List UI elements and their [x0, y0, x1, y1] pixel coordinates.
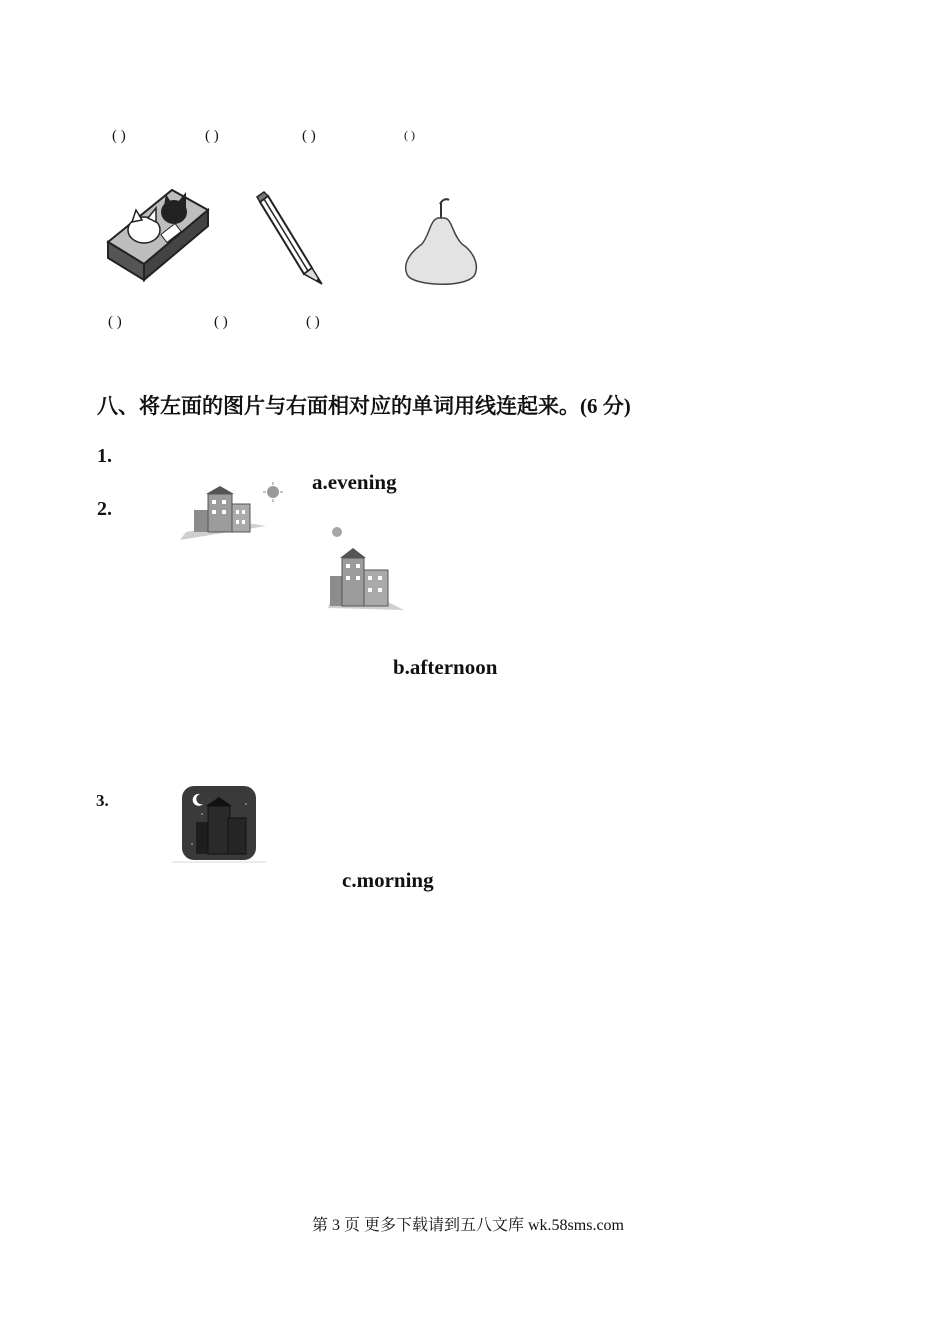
answer-blank-3[interactable]: ( )	[302, 128, 316, 144]
answer-blank-2[interactable]: ( )	[205, 128, 219, 144]
word-evening[interactable]: a.evening	[312, 470, 397, 494]
answer-blank-7[interactable]: ( )	[306, 314, 320, 330]
answer-blank-5[interactable]: ( )	[108, 314, 122, 330]
building-with-sun-icon	[326, 522, 408, 614]
pencil-box-icon	[104, 184, 212, 282]
pear-icon	[400, 196, 482, 288]
pencil-icon	[254, 192, 328, 288]
page-footer: 第 3 页 更多下载请到五八文库 wk.58sms.com	[312, 1217, 625, 1234]
section-heading: 八、将左面的图片与右面相对应的单词用线连起来。(6 分)	[97, 394, 631, 418]
answer-blank-6[interactable]: ( )	[214, 314, 228, 330]
word-morning[interactable]: c.morning	[342, 868, 434, 892]
building-at-night-icon	[172, 784, 268, 864]
answer-blank-4[interactable]: ( )	[404, 128, 415, 142]
building-with-sun-icon	[176, 482, 288, 544]
item-number-2: 2.	[97, 498, 112, 520]
item-number-3: 3.	[96, 791, 109, 810]
item-number-1: 1.	[97, 445, 112, 467]
word-afternoon[interactable]: b.afternoon	[393, 655, 498, 679]
answer-blank-1[interactable]: ( )	[112, 128, 126, 144]
